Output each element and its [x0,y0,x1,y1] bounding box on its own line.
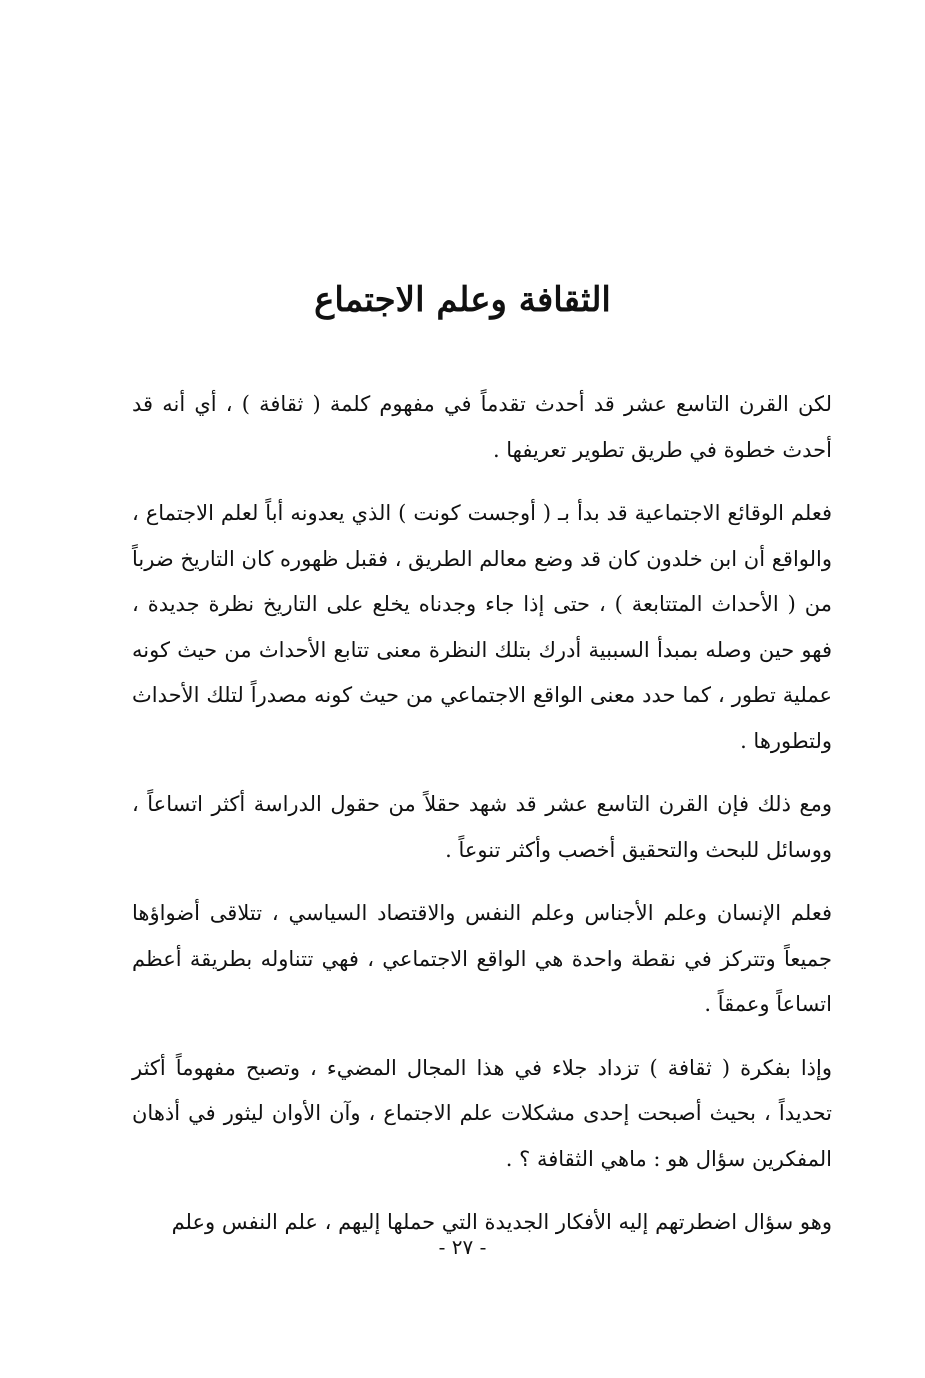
paragraph-6: وهو سؤال اضطرتهم إليه الأفكار الجديدة التي حملها إليهم ، علم النفس وعلم [171,1210,832,1234]
paragraph-1: لكن القرن التاسع عشر قد أحدث تقدماً في مفهوم كلمة ( ثقافة ) ، أي أنه قد أحدث خطوة في طريق تطوير تعريفها . [132,392,832,462]
chapter-title: الثقافة وعلم الاجتماع [314,280,611,320]
body-text [132,382,832,1264]
paragraph-4: فعلم الإنسان وعلم الأجناس وعلم النفس والاقتصاد السياسي ، تتلاقى أضواؤها جميعاً وتتركز في نقطة واحدة هي الواقع الاجتماعي ، فهي تتناوله بطريقة أعظم اتساعاً وعمقاً . [132,901,832,1016]
paragraph-5: وإذا بفكرة ( ثقافة ) تزداد جلاء في هذا المجال المضيء ، وتصبح مفهوماً أكثر تحديداً ، بحيث أصبحت إحدى مشكلات علم الاجتماع ، وآن الأوان ليثور في أذهان المفكرين سؤال هو : ماهي الثقافة ؟ . [132,1055,832,1171]
page-number: - ٢٧ - [438,1235,487,1259]
paragraph-2: فعلم الوقائع الاجتماعية قد بدأ بـ ( أوجست كونت ) الذي يعدونه أباً لعلم الاجتماع ، والواقع أن ابن خلدون كان قد وضع معالم الطريق ، فقبل ظهوره كان التاريخ ضرباً من ( الأحداث المتتابعة ) ، حتى إذا جاء وجدناه يخلع على التاريخ نظرة جديدة ، فهو حين وصله بمبدأ السببية أدرك بتلك النظرة معنى تتابع الأحداث من حيث كونه عملية تطور ، كما حدد معنى الواقع الاجتماعي من حيث كونه مصدراً لتلك الأحداث ولتطورها . [132,501,832,753]
paragraph-3: ومع ذلك فإن القرن التاسع عشر قد شهد حقلاً من حقول الدراسة أكثر اتساعاً ، ووسائل للبحث والتحقيق أخصب وأكثر تنوعاً . [132,792,832,862]
